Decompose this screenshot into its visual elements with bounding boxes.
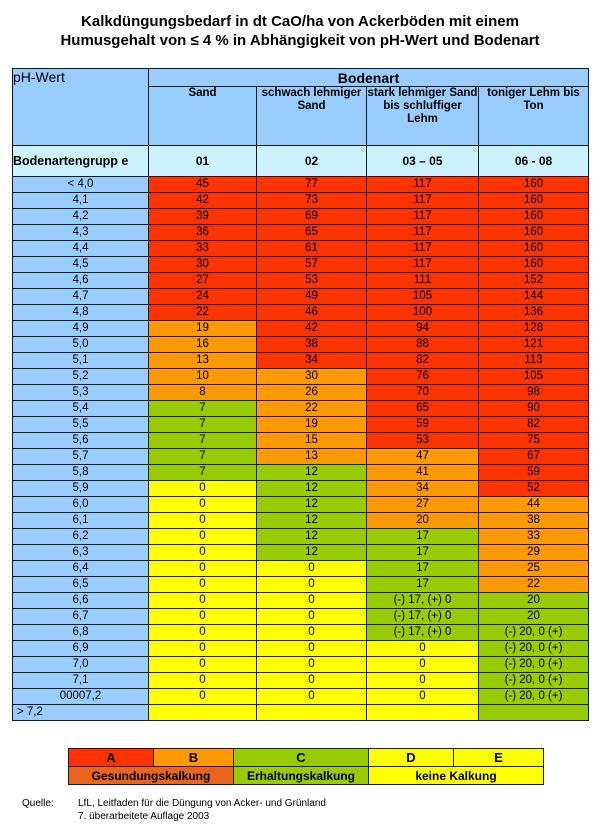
cao-value-cell: 10 [149,369,257,385]
cao-value-cell: 152 [479,273,589,289]
cao-value-cell: (-) 17, (+) 0 [367,593,479,609]
ph-value-cell: 6,7 [13,609,149,625]
table-row [13,609,589,625]
ph-value-cell: 5,8 [13,465,149,481]
cao-value-cell: 25 [479,561,589,577]
cao-value-cell: 0 [149,529,257,545]
cao-value-cell: 0 [149,609,257,625]
cao-value-cell: 73 [257,193,367,209]
bodenart-header: Bodenart [149,69,589,87]
ph-value-cell: 7,0 [13,657,149,673]
cao-value-cell: 67 [479,449,589,465]
cao-value-cell: 22 [479,577,589,593]
cao-value-cell: 57 [257,257,367,273]
legend-label-gesundungskalkung: Gesundungskalkung [69,767,234,785]
cao-value-cell: 20 [367,513,479,529]
cao-value-cell: 39 [149,209,257,225]
cao-value-cell: (-) 20, 0 (+) [479,689,589,705]
liming-table [12,68,589,721]
cao-value-cell: 30 [257,369,367,385]
cao-value-cell: 49 [257,289,367,305]
cao-value-cell: 17 [367,577,479,593]
cao-value-cell: 17 [367,561,479,577]
cao-value-cell: 47 [367,449,479,465]
cao-value-cell: 0 [149,561,257,577]
cao-value-cell: 117 [367,225,479,241]
ph-value-cell: 6,8 [13,625,149,641]
page-title [0,12,600,50]
cao-value-cell: 160 [479,193,589,209]
cao-value-cell: 0 [257,625,367,641]
table-row [13,369,589,385]
table-row [13,689,589,705]
ph-value-cell: > 7,2 [13,705,149,721]
cao-value-cell: 34 [257,353,367,369]
ph-value-cell: 4,1 [13,193,149,209]
cao-value-cell: 7 [149,433,257,449]
ph-value-cell: 5,6 [13,433,149,449]
cao-value-cell: 45 [149,177,257,193]
cao-value-cell: 0 [149,625,257,641]
table-row [13,625,589,641]
column-header-sand: Sand [149,87,257,146]
group-code-4: 06 - 08 [479,146,589,177]
cao-value-cell: 160 [479,257,589,273]
ph-value-cell: 4,5 [13,257,149,273]
cao-value-cell: (-) 17, (+) 0 [367,609,479,625]
cao-value-cell: 90 [479,401,589,417]
table-row [13,593,589,609]
cao-value-cell: 82 [367,353,479,369]
cao-value-cell: 0 [149,689,257,705]
cao-value-cell: 27 [367,497,479,513]
column-header-toniger-lehm: toniger Lehm bis Ton [479,87,589,146]
cao-value-cell: 70 [367,385,479,401]
cao-value-cell: 0 [367,641,479,657]
cao-value-cell: 33 [149,241,257,257]
legend-letter-b: B [154,749,234,767]
cao-value-cell: 7 [149,401,257,417]
cao-value-cell: 12 [257,465,367,481]
table-row [13,417,589,433]
group-row-label: Bodenartengrupp e [13,146,149,177]
cao-value-cell: 20 [479,609,589,625]
cao-value-cell: 7 [149,465,257,481]
cao-value-cell [367,705,479,721]
cao-value-cell: 20 [479,593,589,609]
ph-value-cell: 6,1 [13,513,149,529]
table-row [13,497,589,513]
cao-value-cell: 75 [479,433,589,449]
cao-value-cell: 94 [367,321,479,337]
cao-value-cell: 22 [257,401,367,417]
cao-value-cell: 42 [149,193,257,209]
cao-value-cell: 59 [479,465,589,481]
ph-value-cell: 4,8 [13,305,149,321]
table-row [13,305,589,321]
cao-value-cell: 12 [257,481,367,497]
cao-value-cell: 30 [149,257,257,273]
cao-value-cell: 38 [479,513,589,529]
ph-value-cell: 5,9 [13,481,149,497]
legend-letter-a: A [69,749,154,767]
cao-value-cell: 136 [479,305,589,321]
cao-value-cell: 0 [149,481,257,497]
cao-value-cell: 34 [367,481,479,497]
cao-value-cell: 61 [257,241,367,257]
table-row [13,321,589,337]
cao-value-cell: 33 [479,529,589,545]
table-row [13,385,589,401]
cao-value-cell: 26 [257,385,367,401]
cao-value-cell: 0 [257,609,367,625]
cao-value-cell: 160 [479,241,589,257]
cao-value-cell: 13 [257,449,367,465]
cao-value-cell: 144 [479,289,589,305]
cao-value-cell: 41 [367,465,479,481]
cao-value-cell: 82 [479,417,589,433]
cao-value-cell: 65 [257,225,367,241]
table-row [13,209,589,225]
ph-value-cell: 4,2 [13,209,149,225]
cao-value-cell: 160 [479,177,589,193]
ph-value-cell: 4,3 [13,225,149,241]
cao-value-cell: 100 [367,305,479,321]
cao-value-cell: 22 [149,305,257,321]
cao-value-cell: 98 [479,385,589,401]
cao-value-cell: 105 [479,369,589,385]
cao-value-cell: 46 [257,305,367,321]
cao-value-cell: 53 [367,433,479,449]
cao-value-cell: 117 [367,241,479,257]
table-row [13,673,589,689]
cao-value-cell: (-) 20, 0 (+) [479,641,589,657]
cao-value-cell: 0 [149,673,257,689]
ph-value-cell: 4,6 [13,273,149,289]
cao-value-cell: 8 [149,385,257,401]
cao-value-cell: 117 [367,177,479,193]
table-row [13,577,589,593]
cao-value-cell: 0 [149,577,257,593]
cao-value-cell: 0 [149,593,257,609]
cao-value-cell: 111 [367,273,479,289]
cao-value-cell: 0 [257,561,367,577]
table-row [13,225,589,241]
table-row [13,449,589,465]
cao-value-cell [149,705,257,721]
cao-value-cell: 117 [367,209,479,225]
cao-value-cell: 38 [257,337,367,353]
ph-value-cell: 4,9 [13,321,149,337]
ph-value-cell: 5,7 [13,449,149,465]
cao-value-cell: 0 [149,657,257,673]
ph-column-header: pH-Wert [13,69,149,146]
group-code-2: 02 [257,146,367,177]
cao-value-cell: (-) 17, (+) 0 [367,625,479,641]
cao-value-cell: (-) 20, 0 (+) [479,625,589,641]
legend-letter-c: C [234,749,369,767]
table-row [13,337,589,353]
cao-value-cell: 0 [257,689,367,705]
ph-value-cell: 6,0 [13,497,149,513]
cao-value-cell: 117 [367,193,479,209]
legend-letter-e: E [454,749,544,767]
legend-label-keine-kalkung: keine Kalkung [369,767,544,785]
cao-value-cell: 44 [479,497,589,513]
cao-value-cell: 7 [149,417,257,433]
table-row [13,705,589,721]
cao-value-cell: 77 [257,177,367,193]
cao-value-cell: 42 [257,321,367,337]
legend [68,748,544,785]
ph-value-cell: 5,4 [13,401,149,417]
cao-value-cell: 24 [149,289,257,305]
cao-value-cell: 0 [149,497,257,513]
cao-value-cell: 17 [367,545,479,561]
table-row [13,193,589,209]
table-row [13,401,589,417]
table-row [13,465,589,481]
group-code-1: 01 [149,146,257,177]
cao-value-cell: 0 [257,593,367,609]
ph-value-cell: 6,6 [13,593,149,609]
ph-value-cell: 5,3 [13,385,149,401]
ph-value-cell: 6,2 [13,529,149,545]
ph-value-cell: 00007,2 [13,689,149,705]
cao-value-cell: 53 [257,273,367,289]
cao-value-cell: 12 [257,497,367,513]
ph-value-cell: 5,2 [13,369,149,385]
ph-value-cell: 5,1 [13,353,149,369]
source-line-2: 7. überarbeitete Auflage 2003 [78,811,210,822]
cao-value-cell: 19 [257,417,367,433]
cao-value-cell: 12 [257,545,367,561]
ph-value-cell: 5,0 [13,337,149,353]
cao-value-cell: 160 [479,209,589,225]
table-row [13,257,589,273]
cao-value-cell: (-) 20, 0 (+) [479,657,589,673]
table-body [13,177,589,721]
source-line-1: LfL, Leitfaden für die Düngung von Acker- und Grünland [78,798,326,809]
cao-value-cell: 7 [149,449,257,465]
cao-value-cell: 29 [479,545,589,561]
cao-value-cell: 27 [149,273,257,289]
cao-value-cell: 88 [367,337,479,353]
cao-value-cell: 0 [257,657,367,673]
cao-value-cell [479,705,589,721]
table-row [13,433,589,449]
table-row [13,481,589,497]
table-row [13,289,589,305]
cao-value-cell: 19 [149,321,257,337]
ph-value-cell: 6,9 [13,641,149,657]
ph-value-cell: 7,1 [13,673,149,689]
cao-value-cell: 16 [149,337,257,353]
legend-label-erhaltungskalkung: Erhaltungskalkung [234,767,369,785]
column-header-stark-lehmiger-sand: stark lehmiger Sand bis schluffiger Lehm [367,87,479,146]
table-row [13,529,589,545]
cao-value-cell: 160 [479,225,589,241]
ph-value-cell: 6,4 [13,561,149,577]
cao-value-cell: 0 [257,673,367,689]
table-row [13,241,589,257]
cao-value-cell: 12 [257,529,367,545]
cao-value-cell: 117 [367,257,479,273]
cao-value-cell: 0 [257,577,367,593]
source-label: Quelle: [22,798,54,809]
cao-value-cell: 0 [149,513,257,529]
table-row [13,177,589,193]
ph-value-cell: 4,7 [13,289,149,305]
ph-value-cell: < 4,0 [13,177,149,193]
cao-value-cell: 0 [149,641,257,657]
column-header-schwach-lehmiger-sand: schwach lehmiger Sand [257,87,367,146]
table-row [13,561,589,577]
group-code-3: 03 – 05 [367,146,479,177]
cao-value-cell: 76 [367,369,479,385]
cao-value-cell: 105 [367,289,479,305]
cao-value-cell: 0 [149,545,257,561]
ph-value-cell: 4,4 [13,241,149,257]
cao-value-cell: 52 [479,481,589,497]
cao-value-cell: 0 [257,641,367,657]
cao-value-cell: 65 [367,401,479,417]
table-row [13,657,589,673]
legend-letter-d: D [369,749,454,767]
title-line-2: Humusgehalt von ≤ 4 % in Abhängigkeit von pH-Wert und Bodenart [60,32,540,49]
cao-value-cell: 121 [479,337,589,353]
cao-value-cell: 128 [479,321,589,337]
cao-value-cell: 15 [257,433,367,449]
cao-value-cell: 17 [367,529,479,545]
ph-value-cell: 5,5 [13,417,149,433]
table-row [13,513,589,529]
ph-value-cell: 6,5 [13,577,149,593]
cao-value-cell [257,705,367,721]
cao-value-cell: 0 [367,689,479,705]
cao-value-cell: 36 [149,225,257,241]
cao-value-cell: 113 [479,353,589,369]
ph-value-cell: 6,3 [13,545,149,561]
table-row [13,545,589,561]
cao-value-cell: 0 [367,657,479,673]
table-row [13,353,589,369]
table-row [13,641,589,657]
table-row [13,273,589,289]
cao-value-cell: 12 [257,513,367,529]
title-line-1: Kalkdüngungsbedarf in dt CaO/ha von Ackerböden mit einem [81,13,519,30]
cao-value-cell: 59 [367,417,479,433]
cao-value-cell: (-) 20, 0 (+) [479,673,589,689]
cao-value-cell: 13 [149,353,257,369]
cao-value-cell: 0 [367,673,479,689]
cao-value-cell: 69 [257,209,367,225]
